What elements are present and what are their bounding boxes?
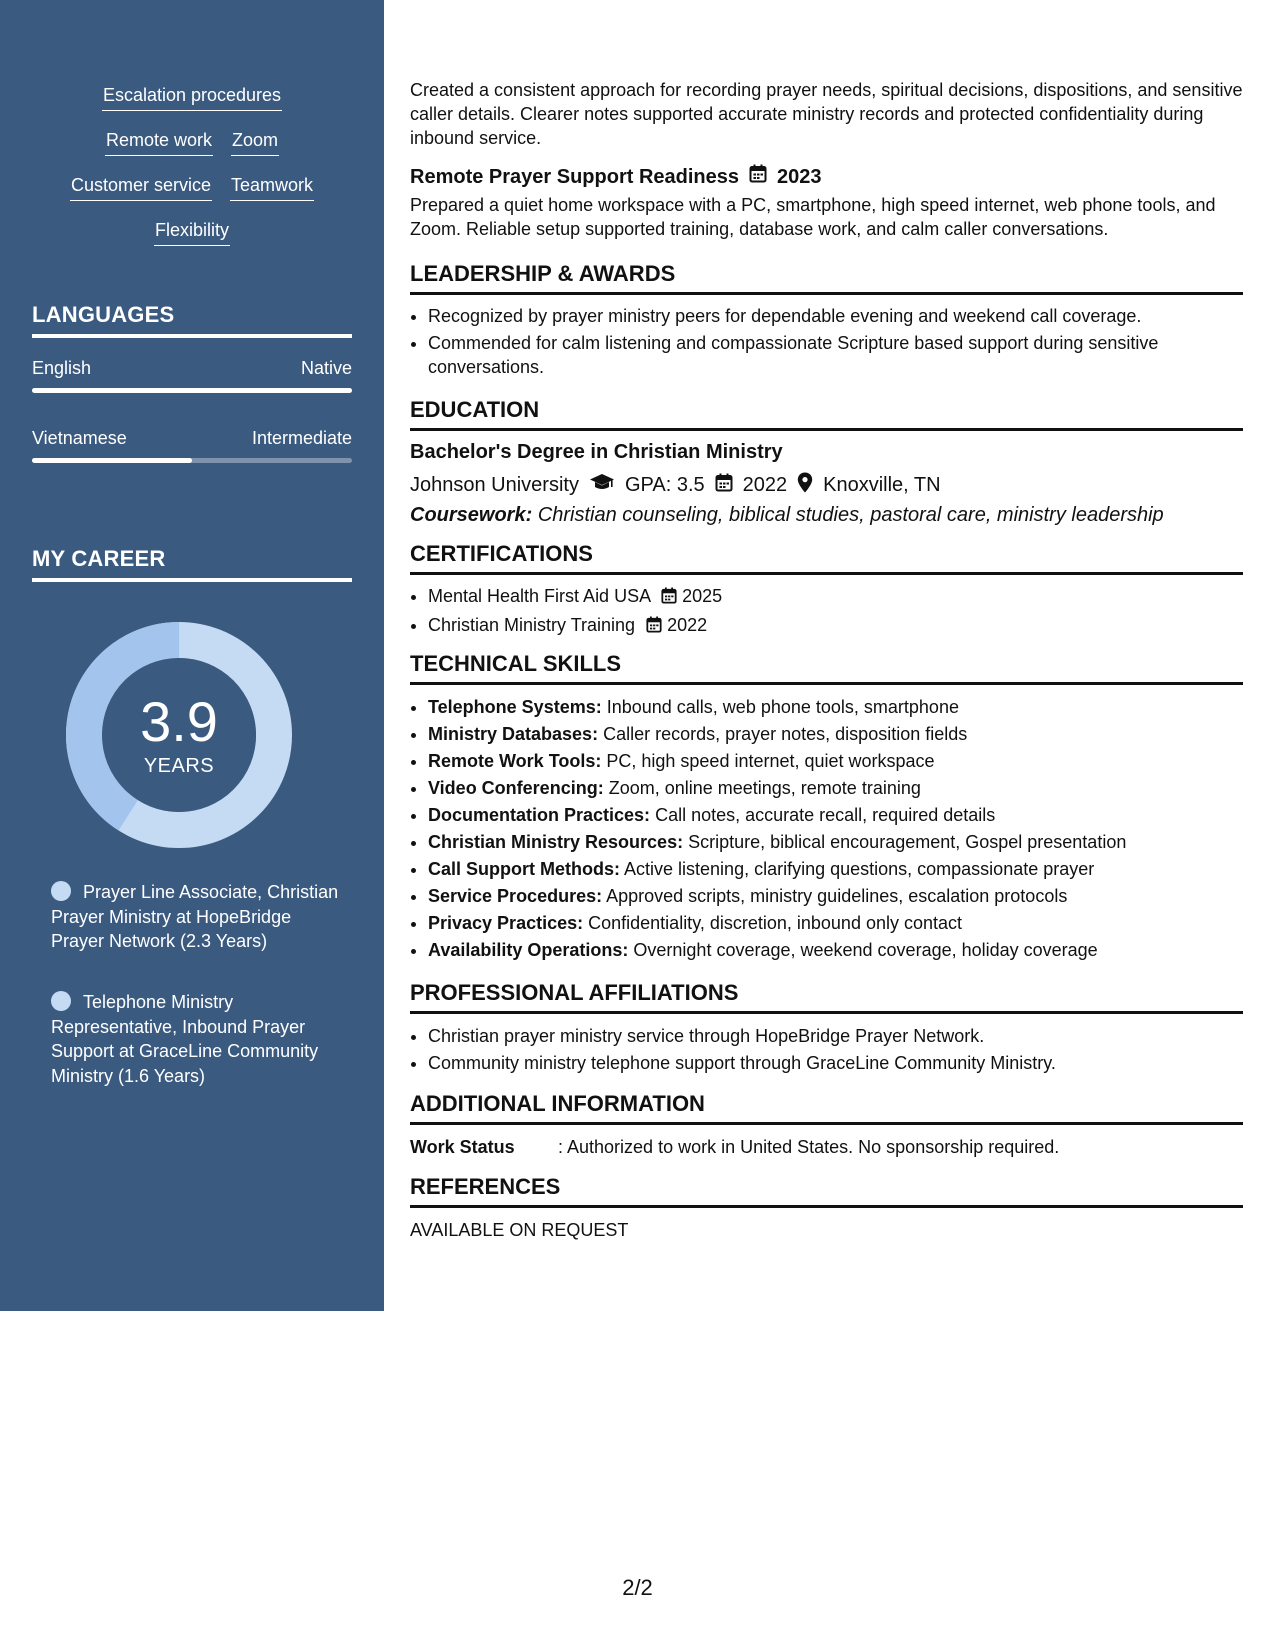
language-item <box>32 428 352 463</box>
skill-text: Overnight coverage, weekend coverage, holiday coverage <box>633 940 1098 960</box>
language-level: Native <box>300 358 352 378</box>
location-pin-icon <box>797 472 813 499</box>
school-location: Knoxville, TN <box>823 474 941 496</box>
language-proficiency-bar <box>32 458 352 463</box>
skills-list <box>0 82 384 262</box>
certification-year: 2025 <box>682 586 723 606</box>
skill-label: Remote Work Tools: <box>428 751 602 771</box>
career-total-unit: YEARS <box>143 754 215 777</box>
references-text: AVAILABLE ON REQUEST <box>410 1220 629 1240</box>
career-heading: MY CAREER <box>32 546 352 582</box>
career-item-text: Telephone Ministry Representative, Inbound Prayer Support at GraceLine Community Ministry (1.6 Years) <box>51 992 319 1086</box>
skill-text: Confidentiality, discretion, inbound only contact <box>588 913 963 933</box>
list-item <box>428 938 1243 962</box>
list-item: • Christian prayer ministry service through HopeBridge Prayer Network. <box>428 1024 1243 1048</box>
list-item: • Commended for calm listening and compassionate Scripture based support during sensitive conversations. <box>428 331 1243 379</box>
language-proficiency-bar <box>32 388 352 393</box>
skill-label: Video Conferencing: <box>428 778 604 798</box>
education-meta <box>410 470 1243 500</box>
language-name: Vietnamese <box>32 428 127 448</box>
list-item <box>428 803 1243 827</box>
graduation-year: 2022 <box>742 474 788 496</box>
work-status-label: Work Status <box>410 1137 515 1157</box>
career-item-text: Prayer Line Associate, Christian Prayer Ministry at HopeBridge Prayer Network (2.3 Years) <box>51 882 339 951</box>
project-title-line <box>410 164 1243 189</box>
skill-label: Privacy Practices: <box>428 913 584 933</box>
gpa: GPA: 3.5 <box>624 474 705 496</box>
skill-text: Call notes, accurate recall, required details <box>655 805 996 825</box>
sidebar <box>0 0 384 1311</box>
skill-text: Approved scripts, ministry guidelines, escalation protocols <box>606 886 1068 906</box>
list-item <box>428 749 1243 773</box>
skill-row <box>0 82 384 127</box>
list-item <box>428 722 1243 746</box>
skill-text: Active listening, clarifying questions, compassionate prayer <box>624 859 1095 879</box>
skill-tag: Remote work <box>105 127 213 156</box>
calendar-icon <box>661 586 677 610</box>
references-heading: REFERENCES <box>410 1175 1243 1208</box>
list-item: • Recognized by prayer ministry peers for dependable evening and weekend call coverage. <box>428 304 1243 328</box>
certification-year: 2022 <box>667 615 708 635</box>
certification-name: Christian Ministry Training <box>428 615 636 635</box>
list-item <box>428 695 1243 719</box>
calendar-icon <box>749 164 767 189</box>
certifications-list <box>410 584 1243 642</box>
skill-tag: Flexibility <box>154 217 230 246</box>
project-title: Remote Prayer Support Readiness <box>410 165 739 188</box>
coursework-label: Coursework: <box>410 504 533 526</box>
languages-heading: LANGUAGES <box>32 302 352 338</box>
career-total-value: 3.9 <box>140 689 218 753</box>
list-item <box>428 911 1243 935</box>
bullet-dot-icon <box>51 881 71 901</box>
skill-tag: Teamwork <box>230 172 314 201</box>
project-year: 2023 <box>777 165 822 188</box>
skill-label: Availability Operations: <box>428 940 629 960</box>
degree-title: Bachelor's Degree in Christian Ministry <box>410 441 783 463</box>
skill-text: Zoom, online meetings, remote training <box>608 778 921 798</box>
certifications-heading: CERTIFICATIONS <box>410 542 1243 575</box>
leadership-heading: LEADERSHIP & AWARDS <box>410 262 1243 295</box>
skill-label: Documentation Practices: <box>428 805 651 825</box>
coursework <box>410 500 1243 530</box>
skill-text: Scripture, biblical encouragement, Gospel presentation <box>688 832 1127 852</box>
skill-label: Call Support Methods: <box>428 859 620 879</box>
certification-name: Mental Health First Aid USA <box>428 586 651 606</box>
language-name: English <box>32 358 92 378</box>
skill-text: Inbound calls, web phone tools, smartphone <box>606 697 959 717</box>
skill-tag: Zoom <box>231 127 279 156</box>
education-heading: EDUCATION <box>410 398 1243 431</box>
career-total <box>66 622 292 848</box>
list-item <box>428 830 1243 854</box>
skill-label: Service Procedures: <box>428 886 603 906</box>
graduation-cap-icon <box>589 473 615 497</box>
skill-tag: Customer service <box>70 172 212 201</box>
skill-row <box>0 127 384 172</box>
calendar-icon <box>646 615 662 639</box>
skill-row <box>0 217 384 262</box>
certification-item <box>428 613 1243 639</box>
technical-skills-heading: TECHNICAL SKILLS <box>410 652 1243 685</box>
skill-label: Ministry Databases: <box>428 724 599 744</box>
calendar-icon <box>715 473 733 498</box>
career-item <box>51 880 341 954</box>
language-item <box>32 358 352 393</box>
work-status-value: : Authorized to work in United States. No sponsorship required. <box>558 1137 1060 1157</box>
affiliations-list <box>410 1024 1243 1078</box>
skill-text: Caller records, prayer notes, disposition fields <box>603 724 968 744</box>
language-proficiency-fill <box>32 458 192 463</box>
skill-label: Christian Ministry Resources: <box>428 832 684 852</box>
leadership-list <box>410 304 1243 382</box>
project-description: Prepared a quiet home workspace with a PC, smartphone, high speed internet, web phone tools, and Zoom. Reliable setup supported training, database work, and calm caller conversations. <box>410 195 1216 239</box>
skill-tag: Escalation procedures <box>102 82 282 111</box>
school-name: Johnson University <box>410 474 579 496</box>
coursework-text: Christian counseling, biblical studies, pastoral care, ministry leadership <box>537 504 1164 526</box>
list-item <box>428 884 1243 908</box>
affiliations-heading: PROFESSIONAL AFFILIATIONS <box>410 981 1243 1014</box>
skill-label: Telephone Systems: <box>428 697 602 717</box>
skill-row <box>0 172 384 217</box>
language-level: Intermediate <box>251 428 352 448</box>
skill-text: PC, high speed internet, quiet workspace <box>606 751 935 771</box>
list-item <box>428 857 1243 881</box>
list-item: • Community ministry telephone support through GraceLine Community Ministry. <box>428 1051 1243 1075</box>
certification-item <box>428 584 1243 610</box>
additional-info-heading: ADDITIONAL INFORMATION <box>410 1092 1243 1125</box>
bullet-dot-icon <box>51 991 71 1011</box>
intro-paragraph: Created a consistent approach for recording prayer needs, spiritual decisions, dispositions, and sensitive caller details. Clearer notes supported accurate ministry records and protected confidentiality during inbound service. <box>410 80 1243 148</box>
career-item <box>51 990 341 1088</box>
project-entry <box>410 164 1243 241</box>
education-entry <box>410 440 1243 530</box>
language-proficiency-fill <box>32 388 352 393</box>
page-number: 2/2 <box>622 1575 653 1600</box>
technical-skills-list <box>410 695 1243 965</box>
list-item <box>428 776 1243 800</box>
work-status-row <box>410 1135 1243 1159</box>
